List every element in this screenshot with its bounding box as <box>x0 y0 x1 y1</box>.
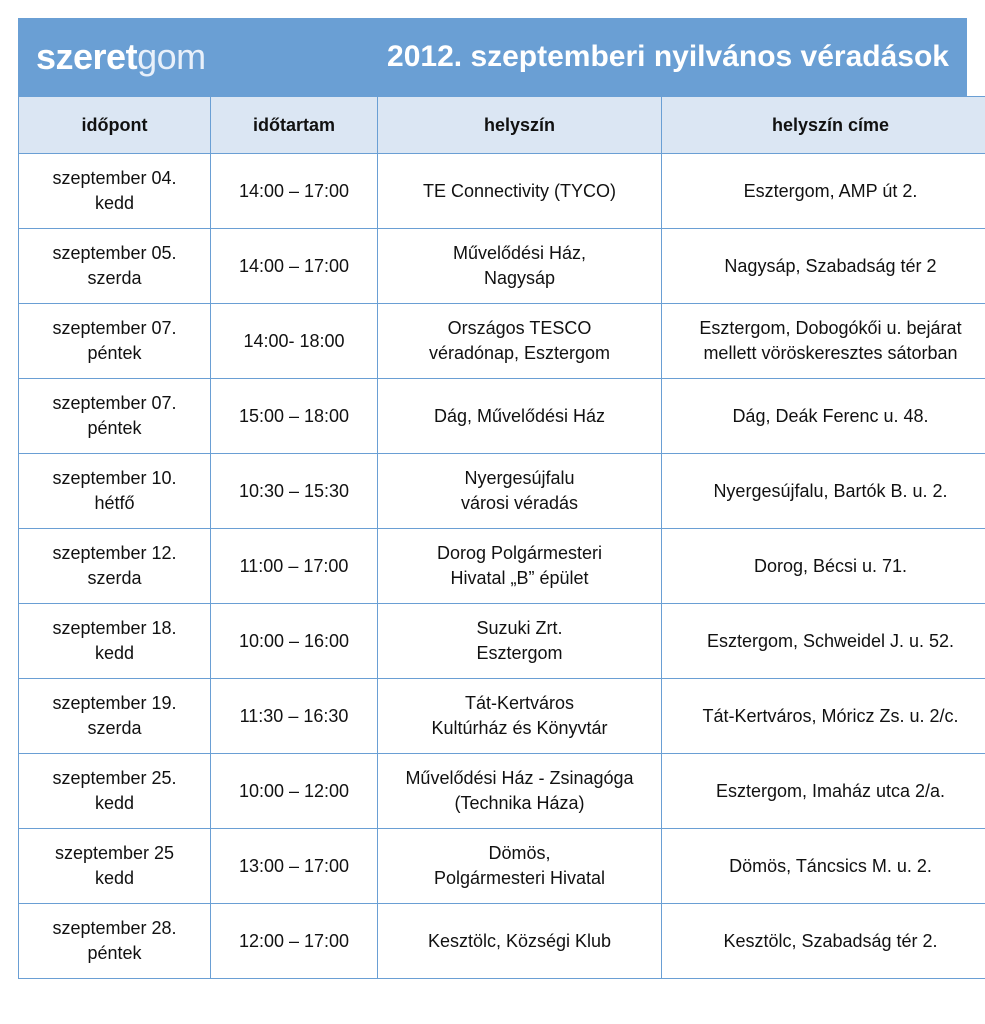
date-cell-line: szeptember 07. <box>52 393 177 413</box>
duration-cell <box>211 229 378 304</box>
address-cell-line: Dömös, Táncsics M. u. 2. <box>729 855 932 876</box>
header-banner <box>18 18 967 96</box>
date-cell-line: péntek <box>87 343 142 363</box>
date-cell-line: péntek <box>87 943 142 963</box>
schedule-table <box>18 96 985 979</box>
address-cell <box>662 754 985 829</box>
address-cell <box>662 604 985 679</box>
date-cell-line: szerda <box>87 718 142 738</box>
logo <box>36 36 206 77</box>
date-cell-line: szerda <box>87 568 142 588</box>
address-cell-line: Esztergom, AMP út 2. <box>743 180 918 201</box>
address-cell-line: Nagysáp, Szabadság tér 2 <box>724 255 937 276</box>
place-cell <box>378 904 662 979</box>
date-cell-line: szeptember 05. <box>52 243 177 263</box>
place-cell-line: (Technika Háza) <box>454 793 585 813</box>
place-cell-line: véradónap, Esztergom <box>428 343 611 363</box>
date-cell <box>19 529 211 604</box>
date-cell <box>19 754 211 829</box>
table-row <box>19 229 985 304</box>
address-cell-line: Tát-Kertváros, Móricz Zs. u. 2/c. <box>702 705 959 726</box>
duration-cell-line: 11:30 – 16:30 <box>239 705 349 726</box>
column-header-duration: időtartam <box>211 97 378 154</box>
table-row <box>19 679 985 754</box>
duration-cell <box>211 604 378 679</box>
table-row <box>19 454 985 529</box>
place-cell <box>378 229 662 304</box>
table-row <box>19 529 985 604</box>
table-row <box>19 829 985 904</box>
date-cell-line: szeptember 07. <box>52 318 177 338</box>
place-cell-line: Dorog Polgármesteri <box>436 543 603 563</box>
duration-cell <box>211 829 378 904</box>
address-cell-line: Kesztölc, Szabadság tér 2. <box>723 930 938 951</box>
date-cell <box>19 304 211 379</box>
date-cell-line: kedd <box>94 868 135 888</box>
duration-cell <box>211 679 378 754</box>
table-row <box>19 754 985 829</box>
address-cell <box>662 454 985 529</box>
table-row <box>19 379 985 454</box>
date-cell-line: szeptember 19. <box>52 693 177 713</box>
date-cell-line: hétfő <box>94 493 135 513</box>
date-cell-line: szeptember 28. <box>52 918 177 938</box>
date-cell <box>19 154 211 229</box>
place-cell-line: Polgármesteri Hivatal <box>433 868 606 888</box>
table-row <box>19 604 985 679</box>
date-cell-line: szeptember 12. <box>52 543 177 563</box>
place-cell <box>378 529 662 604</box>
duration-cell-line: 14:00 – 17:00 <box>238 255 350 276</box>
address-cell <box>662 829 985 904</box>
date-cell <box>19 454 211 529</box>
date-cell <box>19 229 211 304</box>
duration-cell-line: 10:00 – 12:00 <box>238 780 350 801</box>
place-cell-line: Dág, Művelődési Ház <box>433 405 606 426</box>
duration-cell <box>211 904 378 979</box>
duration-cell <box>211 379 378 454</box>
date-cell-line: kedd <box>94 193 135 213</box>
duration-cell-line: 14:00- 18:00 <box>243 330 345 351</box>
duration-cell-line: 10:30 – 15:30 <box>238 480 350 501</box>
duration-cell <box>211 154 378 229</box>
place-cell-line: Kultúrház és Könyvtár <box>431 718 608 738</box>
place-cell <box>378 604 662 679</box>
place-cell-line: Nagysáp <box>483 268 556 288</box>
date-cell-line: szerda <box>87 268 142 288</box>
date-cell-line: kedd <box>94 793 135 813</box>
place-cell-line: Esztergom <box>476 643 563 663</box>
address-cell <box>662 679 985 754</box>
address-cell-line: mellett vöröskeresztes sátorban <box>703 343 958 363</box>
schedule-document <box>18 18 967 979</box>
date-cell-line: szeptember 04. <box>52 168 177 188</box>
place-cell <box>378 754 662 829</box>
duration-cell-line: 13:00 – 17:00 <box>238 855 350 876</box>
place-cell-line: Tát-Kertváros <box>464 693 575 713</box>
table-row <box>19 904 985 979</box>
address-cell <box>662 529 985 604</box>
duration-cell-line: 15:00 – 18:00 <box>238 405 350 426</box>
place-cell <box>378 454 662 529</box>
address-cell-line: Nyergesújfalu, Bartók B. u. 2. <box>713 480 948 501</box>
place-cell-line: Kesztölc, Községi Klub <box>427 930 612 951</box>
place-cell-line: városi véradás <box>460 493 579 513</box>
place-cell-line: Művelődési Ház - Zsinagóga <box>405 768 634 788</box>
place-cell-line: TE Connectivity (TYCO) <box>422 180 617 201</box>
duration-cell-line: 10:00 – 16:00 <box>238 630 350 651</box>
column-header-place: helyszín <box>378 97 662 154</box>
date-cell-line: péntek <box>87 418 142 438</box>
address-cell-line: Esztergom, Dobogókői u. bejárat <box>699 318 962 338</box>
logo-light-part: gom <box>137 36 206 77</box>
date-cell <box>19 904 211 979</box>
place-cell-line: Suzuki Zrt. <box>476 618 563 638</box>
table-row <box>19 154 985 229</box>
place-cell-line: Nyergesújfalu <box>464 468 575 488</box>
table-row <box>19 304 985 379</box>
date-cell <box>19 379 211 454</box>
address-cell-line: Dorog, Bécsi u. 71. <box>753 555 908 576</box>
address-cell <box>662 904 985 979</box>
place-cell <box>378 304 662 379</box>
address-cell <box>662 154 985 229</box>
address-cell <box>662 304 985 379</box>
place-cell <box>378 829 662 904</box>
column-header-date: időpont <box>19 97 211 154</box>
date-cell-line: kedd <box>94 643 135 663</box>
address-cell <box>662 379 985 454</box>
address-cell-line: Esztergom, Schweidel J. u. 52. <box>706 630 955 651</box>
duration-cell <box>211 529 378 604</box>
date-cell-line: szeptember 10. <box>52 468 177 488</box>
table-header-row <box>19 97 985 154</box>
logo-bold-part: szeret <box>36 36 138 77</box>
column-header-address: helyszín címe <box>662 97 985 154</box>
duration-cell <box>211 454 378 529</box>
place-cell-line: Dömös, <box>488 843 551 863</box>
duration-cell-line: 12:00 – 17:00 <box>238 930 350 951</box>
date-cell <box>19 604 211 679</box>
duration-cell <box>211 754 378 829</box>
place-cell-line: Hivatal „B” épület <box>450 568 589 588</box>
place-cell-line: Országos TESCO <box>447 318 592 338</box>
date-cell <box>19 829 211 904</box>
place-cell <box>378 679 662 754</box>
address-cell-line: Esztergom, Imaház utca 2/a. <box>715 780 946 801</box>
duration-cell <box>211 304 378 379</box>
date-cell-line: szeptember 18. <box>52 618 177 638</box>
place-cell-line: Művelődési Ház, <box>452 243 587 263</box>
date-cell-line: szeptember 25 <box>54 843 175 863</box>
duration-cell-line: 14:00 – 17:00 <box>238 180 350 201</box>
place-cell <box>378 154 662 229</box>
duration-cell-line: 11:00 – 17:00 <box>239 555 349 576</box>
place-cell <box>378 379 662 454</box>
table-body <box>19 154 985 979</box>
page-title: 2012. szeptemberi nyilvános véradások <box>387 40 949 73</box>
date-cell <box>19 679 211 754</box>
date-cell-line: szeptember 25. <box>52 768 177 788</box>
address-cell <box>662 229 985 304</box>
address-cell-line: Dág, Deák Ferenc u. 48. <box>732 405 929 426</box>
